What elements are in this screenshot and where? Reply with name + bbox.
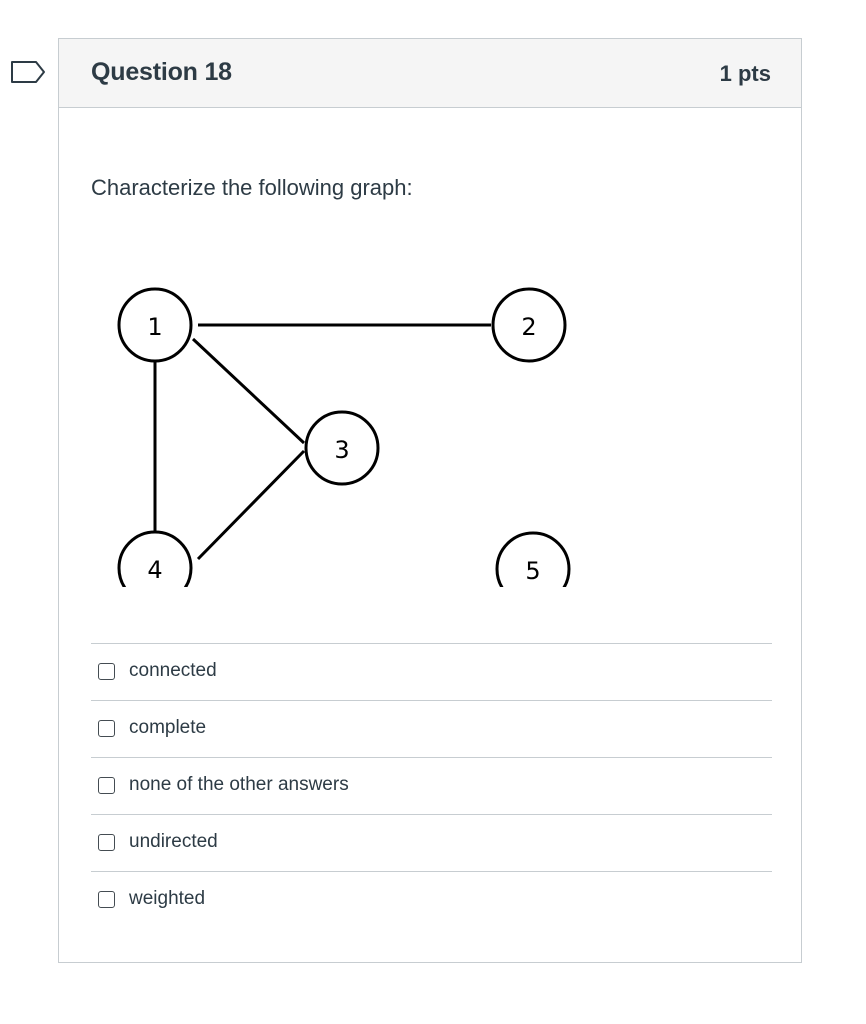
answer-label[interactable]: complete [129,717,207,738]
question-card [58,38,802,963]
answer-checkbox[interactable] [98,663,115,680]
graph-edge-3-4 [198,451,304,559]
answer-option[interactable] [91,871,772,928]
answer-label[interactable]: none of the other answers [129,774,349,795]
answer-option[interactable] [91,814,772,871]
question-title: Question 18 [91,58,232,86]
graph-node-label-5: 5 [525,557,541,585]
graph-node-label-1: 1 [147,313,163,341]
answer-option[interactable] [91,643,772,700]
answer-list [91,643,772,928]
graph-figure [115,247,585,587]
answer-checkbox[interactable] [98,834,115,851]
answer-label[interactable]: weighted [129,888,206,909]
question-points: 1 pts [719,61,771,86]
answer-label[interactable]: undirected [129,831,218,852]
graph-node-labels [147,313,540,585]
flag-question-icon[interactable] [10,58,46,86]
question-header [59,39,801,108]
answer-option[interactable] [91,700,772,757]
answer-checkbox[interactable] [98,891,115,908]
answer-option[interactable] [91,757,772,814]
answer-label[interactable]: connected [129,660,217,681]
answer-checkbox[interactable] [98,777,115,794]
graph-node-label-3: 3 [334,436,350,464]
graph-edge-1-3 [193,339,304,443]
graph-node-label-2: 2 [521,313,537,341]
question-text: Characterize the following graph: [91,175,413,200]
graph-node-label-4: 4 [147,556,163,584]
answer-checkbox[interactable] [98,720,115,737]
